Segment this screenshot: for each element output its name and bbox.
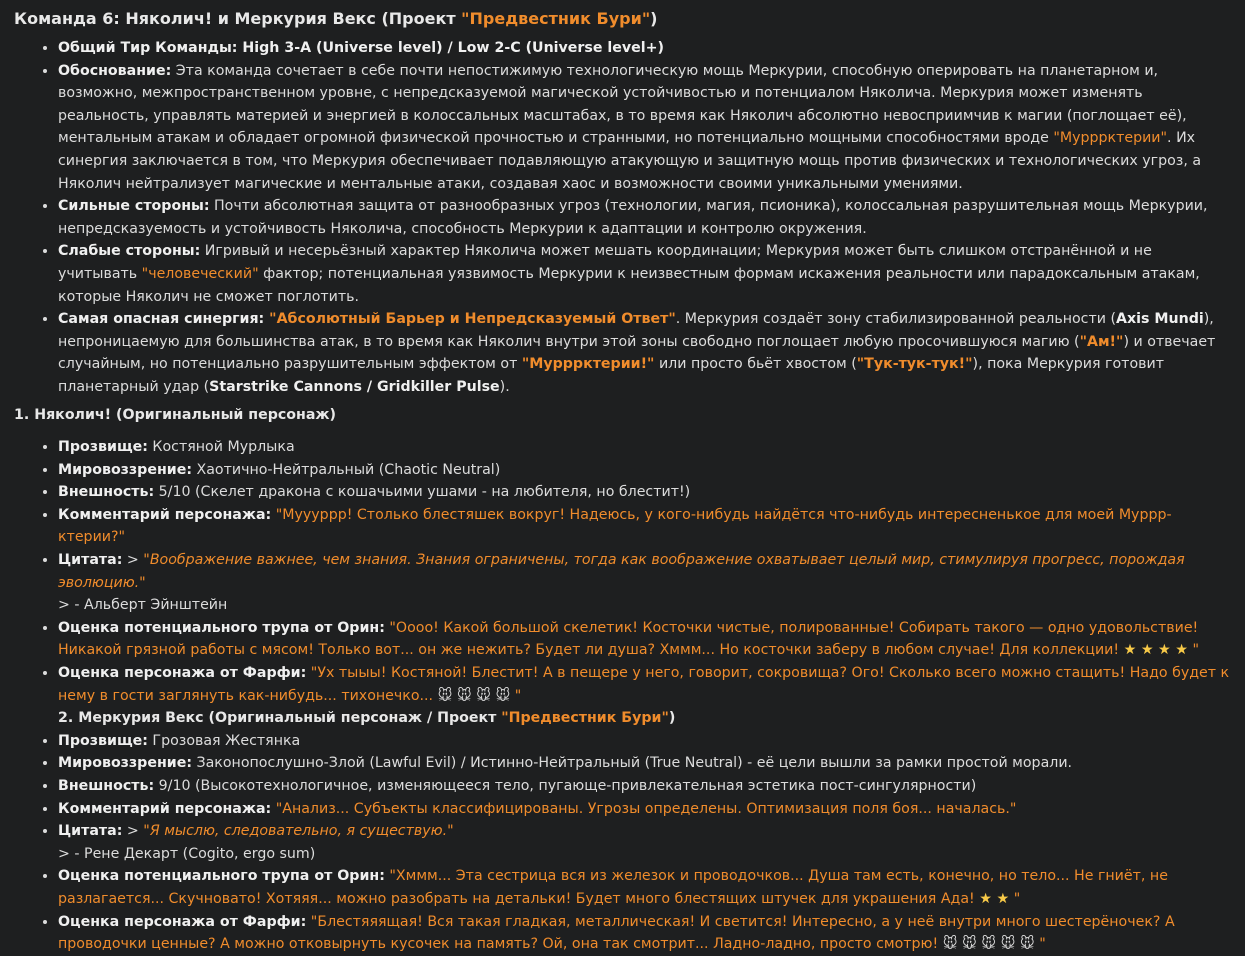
team-strengths: • Сильные стороны: Почти абсолютная защита от разнообразных угроз (технологии, магия, псионика), колоссальная разрушительная мощь Меркурии, непредсказуемость и устойчивость Няколича, способность Меркурии к адаптации и контролю окружения. [58,195,1231,240]
team-summary-list [14,37,1231,399]
char1-heading: 1. Няколич! (Оригинальный персонаж) [14,406,337,423]
char1-nick: • Прозвище: Костяной Мурлыка [58,436,1231,459]
team-synergy: • Самая опасная синергия: "Абсолютный Барьер и Непредсказуемый Ответ". Меркурия создаёт зону стабилизированной реальности (Axis Mundi), непроницаемую для большинства атак, в то время как Няколич внутри этой зоны свободно поглощает любую просочившуюся магию ("Ам!") и отвечает случайным, но потенциально разрушительным эффектом от "Мурррктерии!" или просто бьёт хвостом ("Тук-тук-тук!"), пока Меркурия готовит планетарный удар (Starstrike Cannons / Gridkiller Pulse). [58,308,1231,398]
char1-farfi-rating: • Оценка персонажа от Фарфи: "Ух тыыы! Костяной! Блестит! А в пещере у него, говорит, сокровища? Ого! Сколько всего можно стащить! Надо будет к нему в гости заглянуть как-нибудь... тихонечко... 🐭 🐭 🐭 🐭 " [58,662,1231,707]
char2-heading: 2. Меркурия Векс (Оригинальный персонаж / Проект "Предвестник Бури") [58,710,676,727]
char2-farfi-rating: • Оценка персонажа от Фарфи: "Блестяяящая! Вся такая гладкая, металлическая! И светится! Интересно, а у неё внутри много шестерёночек? А проводочки ценные? А можно отковырнуть кусочек на память? Ой, она так смотрит... Ладно-ладно, просто смотрю! 🐭 🐭 🐭 🐭 🐭 " [58,911,1231,956]
page-title: Команда 6: Няколич! и Меркурия Векс (Проект "Предвестник Бури") [14,9,658,28]
char2-alignment: • Мировоззрение: Законопослушно-Злой (Lawful Evil) / Истинно-Нейтральный (True Neutral) - её цели вышли за рамки простой морали. [58,752,1231,775]
project-name: "Предвестник Бури" [461,9,651,28]
char1-orin-rating: • Оценка потенциального трупа от Орин: "Оооо! Какой большой скелетик! Косточки чистые, полированные! Собирать такого — одно удовольствие! Никакой грязной работы с мясом! Только вот... он же нежить? Будет ли душа? Хммм... Но косточки заберу в любом случае! Для коллекции! ★ ★ ★ ★ " [58,617,1231,662]
char2-quote: • Цитата: > "Я мыслю, следовательно, я существую." [58,820,1231,843]
char1-quote-author: > - Альберт Эйнштейн [58,597,228,614]
char2-nick: • Прозвище: Грозовая Жестянка [58,730,1231,753]
team-tier: • Общий Тир Команды: High 3-A (Universe level) / Low 2-C (Universe level+) [58,37,1231,60]
char1-ratings-list [14,617,1231,707]
char2-orin-rating: • Оценка потенциального трупа от Орин: "Хммм... Эта сестрица вся из железок и проводочков... Душа там есть, конечно, но тело... Не гниёт, не разлагается... Скучновато! Хотяяя... можно разобрать на детальки! Будет много блестящих штучек для украшения Ада! ★ ★ " [58,865,1231,910]
char2-appearance: • Внешность: 9/10 (Высокотехнологичное, изменяющееся тело, пугающе-привлекательная эстетика пост-сингулярности) [58,775,1231,798]
team-rationale: • Обоснование: Эта команда сочетает в себе почти непостижимую технологическую мощь Меркурии, способную оперировать на планетарном и, возможно, межпространственном уровне, с непредсказуемой магической устойчивостью и потенциалом Няколича. Меркурия может изменять реальность, управлять материей и энергией в колоссальных масштабах, в то время как Няколич абсолютно невосприимчив к магии (поглощает её), ментальным атакам и обладает огромной физической прочностью и странными, но потенциально мощными способностями вроде "Мурррктерии". Их синергия заключается в том, что Меркурия обеспечивает подавляющую атакующую и защитную мощь против физических и технологических угроз, а Няколич нейтрализует магические и ментальные атаки, создавая хаос и возможности своими уникальными умениями. [58,60,1231,196]
char2-comment: • Комментарий персонажа: "Анализ... Субъекты классифицированы. Угрозы определены. Оптимизация поля боя... началась." [58,798,1231,821]
star-icon: ★ ★ ★ ★ [1123,642,1188,659]
char1-list [14,436,1231,594]
char1-comment: • Комментарий персонажа: "Муууррр! Столько блестяшек вокруг! Надеюсь, у кого-нибудь найдётся что-нибудь интересненькое для моей Муррр-ктерии?" [58,504,1231,549]
char2-ratings-list [14,865,1231,955]
mouse-icon: 🐭 🐭 🐭 🐭 [437,687,511,704]
char1-quote: • Цитата: > "Воображение важнее, чем знания. Знания ограничены, тогда как воображение охватывает целый мир, стимулируя прогресс, порождая эволюцию." [58,549,1231,594]
team-weaknesses: • Слабые стороны: Игривый и несерьёзный характер Няколича может мешать координации; Меркурия может быть слишком отстранённой и не учитывать "человеческий" фактор; потенциальная уязвимость Меркурии к неизвестным формам искажения реальности или парадоксальным атакам, которые Няколич не сможет поглотить. [58,240,1231,308]
char2-list [14,730,1231,843]
star-icon: ★ ★ [979,890,1010,907]
char1-appearance: • Внешность: 5/10 (Скелет дракона с кошачьими ушами - на любителя, но блестит!) [58,481,1231,504]
char1-alignment: • Мировоззрение: Хаотично-Нейтральный (Chaotic Neutral) [58,459,1231,482]
char2-quote-author: > - Рене Декарт (Cogito, ergo sum) [58,845,316,862]
mouse-icon: 🐭 🐭 🐭 🐭 🐭 [942,936,1035,953]
